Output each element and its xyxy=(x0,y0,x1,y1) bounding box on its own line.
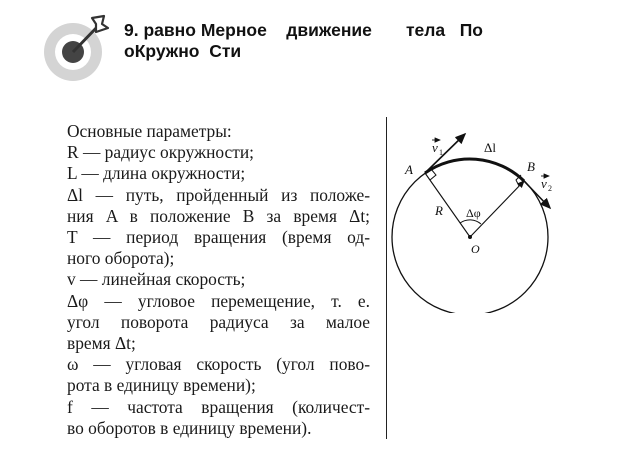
title-line-2: оКружно Сти xyxy=(124,41,242,61)
label-v2-sub: 2 xyxy=(548,184,552,193)
text-line: ния A в положение B за время Δt; xyxy=(67,205,370,226)
circular-motion-diagram xyxy=(388,128,573,313)
text-line: R — радиус окружности; xyxy=(67,142,255,163)
column-divider xyxy=(386,117,387,439)
text-line: T — период вращения (время од- xyxy=(67,227,370,248)
text-line: время Δt; xyxy=(67,333,136,354)
label-v2: v xyxy=(541,176,547,191)
radius-oa xyxy=(425,173,470,237)
parameter-list xyxy=(67,121,370,439)
velocity-v1-arrow xyxy=(425,134,465,173)
label-v1-sub: 1 xyxy=(439,148,443,157)
point-o xyxy=(468,235,472,239)
label-b: B xyxy=(527,159,535,174)
dart-target-icon xyxy=(40,14,110,84)
label-o: O xyxy=(471,242,480,256)
text-line: v — линейная скорость; xyxy=(67,269,246,290)
text-line: L — длина окружности; xyxy=(67,163,246,184)
text-line: рота в единицу времени); xyxy=(67,375,256,396)
label-r: R xyxy=(435,203,443,218)
text-line: Основные параметры: xyxy=(67,121,232,141)
label-a: A xyxy=(405,162,413,177)
arc-delta-l xyxy=(425,159,524,181)
text-line: угол поворота радиуса за малое xyxy=(67,311,370,332)
text-line: ω — угловая скорость (угол пово- xyxy=(67,354,370,375)
label-angle: Δφ xyxy=(466,206,481,220)
text-line: Δφ — угловое перемещение, т. е. xyxy=(67,290,370,311)
angle-arc xyxy=(460,220,481,224)
label-arc: Δl xyxy=(484,140,496,155)
text-line: во оборотов в единицу времени). xyxy=(67,417,312,438)
title-line-1: 9. равно Мерное движение тела По xyxy=(124,20,483,40)
label-v1: v xyxy=(432,140,438,155)
text-line: Δl — путь, пройденный из положе- xyxy=(67,184,370,205)
page-title xyxy=(124,20,544,62)
text-line: f — частота вращения (количест- xyxy=(67,396,370,417)
text-line: ного оборота); xyxy=(67,248,175,269)
